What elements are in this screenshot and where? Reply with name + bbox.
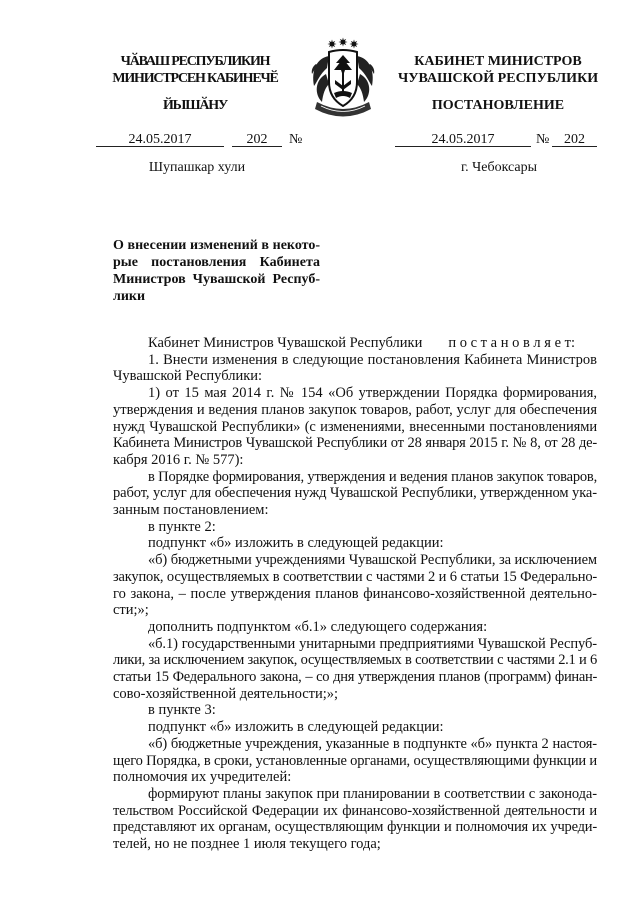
body-paragraph (113, 636, 597, 703)
preamble-line (113, 335, 597, 352)
preamble-verb: п о с т а н о в л я е т: (448, 335, 576, 351)
paragraph-line: «б) бюджетными учреждениями Чувашской Республики, за исключением (148, 552, 597, 569)
paragraph-line: тельством Российской Федерации их финансово-хозяйственной деятельности и (113, 802, 597, 819)
registration-number-left-text: 202 (246, 132, 268, 147)
title-line: О внесении изменений в некото- (113, 238, 320, 253)
title-line: Министров Чувашской Респуб- (113, 272, 320, 287)
paragraph-line: лики, за исключением закупок, осуществляемых в соответствии с частями 2.1 и 6 (113, 652, 597, 669)
body-paragraph (113, 719, 597, 736)
paragraph-line: сово-хозяйственной деятельности;»; (113, 685, 339, 702)
paragraph-line: закупок, осуществляемых в соответствии с частями 2 и 6 статьи 15 Федерально- (113, 568, 597, 585)
place-right: г. Чебоксары (460, 160, 538, 175)
body-paragraph (113, 552, 597, 619)
paragraph-line: 1) от 15 мая 2014 г. № 154 «Об утверждении Порядка формирования, (148, 385, 597, 402)
paragraph-line: работ, услуг для обеспечения нужд Чувашской Республики, утвержденном ука- (113, 485, 597, 502)
body-paragraph (113, 535, 597, 552)
title-line: лики (113, 289, 146, 304)
body-paragraph (113, 702, 597, 719)
header-right-line2: ЧУВАШСКОЙ РЕСПУБЛИКИ (398, 71, 599, 86)
registration-date-right-text: 24.05.2017 (431, 132, 495, 147)
paragraph-line: в пункте 2: (148, 518, 216, 535)
document-body (113, 335, 597, 853)
body-paragraph (113, 519, 597, 536)
body-paragraph (113, 385, 597, 469)
paragraph-line: «б) бюджетные учреждения, указанные в подпункте «б» пункта 2 настоя- (148, 735, 597, 752)
paragraph-line: го закона, – после утверждения планов финансово-хозяйственной деятельно- (113, 585, 597, 602)
paragraph-line: щего Порядка, в сроки, установленные органами, осуществляющими функции и (113, 752, 597, 769)
paragraph-line: занным постановлением: (113, 502, 269, 519)
registration-number-right-text: 202 (564, 132, 585, 147)
paragraph-line: нужд Чувашской Республики» (с изменениями, внесенными постановлениями (113, 418, 597, 435)
header-right-doc-type: ПОСТАНОВЛЕНИЕ (431, 98, 565, 113)
paragraph-line: утверждения и ведения планов закупок товаров, работ, услуг для обеспечения (113, 401, 597, 418)
header-left-line1: ЧӐВАШ РЕСПУБЛИКИН (120, 54, 270, 69)
number-sign-left: № (289, 132, 303, 147)
paragraph-line: Чувашской Республики: (113, 368, 263, 385)
chuvash-coat-of-arms-icon (305, 36, 381, 120)
body-paragraph (113, 619, 597, 636)
paragraph-line: в пункте 3: (148, 702, 216, 719)
registration-date-left (96, 131, 224, 147)
header-left-line2: МИНИСТРСЕН КАБИНЕЧӖ (112, 71, 278, 86)
document-title (113, 237, 320, 305)
place-left: Шупашкар хули (148, 160, 246, 175)
paragraph-line: в Порядке формирования, утверждения и ведения планов закупок товаров, (148, 468, 597, 485)
registration-number-right (552, 131, 597, 147)
registration-date-left-text: 24.05.2017 (128, 132, 192, 147)
registration-date-right (395, 131, 531, 147)
header-right-line1: КАБИНЕТ МИНИСТРОВ (414, 54, 582, 69)
paragraph-line: дополнить подпунктом «б.1» следующего содержания: (148, 618, 488, 635)
paragraph-line: подпункт «б» изложить в следующей редакции: (148, 719, 444, 736)
paragraph-line: представляют их органам, осуществляющим функции и полномочия их учреди- (113, 819, 597, 836)
preamble-text: Кабинет Министров Чувашской Республики (148, 335, 423, 351)
body-paragraph (113, 736, 597, 786)
paragraph-line: 1. Внести изменения в следующие постановления Кабинета Министров (148, 351, 597, 368)
body-paragraph (113, 786, 597, 853)
paragraph-line: полномочия их учредителей: (113, 769, 292, 786)
paragraph-line: сти;»; (113, 602, 149, 619)
body-paragraph (113, 469, 597, 519)
paragraph-line: «б.1) государственными унитарными предприятиями Чувашской Респуб- (148, 635, 597, 652)
paragraph-line: Кабинета Министров Чувашской Республики от 28 января 2015 г. № 8, от 28 де- (113, 435, 597, 452)
paragraph-line: формируют планы закупок при планировании в соответствии с законода- (148, 785, 597, 802)
paragraph-line: статьи 15 Федерального закона, – со дня утверждения планов (программ) финан- (113, 669, 597, 686)
body-paragraph (113, 352, 597, 385)
number-sign-right: № (536, 132, 550, 147)
title-line: рые постановления Кабинета (113, 255, 320, 270)
header-left-doc-type: ЙЫШӐНУ (162, 98, 228, 113)
paragraph-line: телей, но не позднее 1 июля текущего года; (113, 836, 381, 853)
registration-number-left (232, 131, 282, 147)
paragraph-line: кабря 2016 г. № 577): (113, 451, 244, 468)
paragraph-line: подпункт «б» изложить в следующей редакции: (148, 535, 444, 552)
